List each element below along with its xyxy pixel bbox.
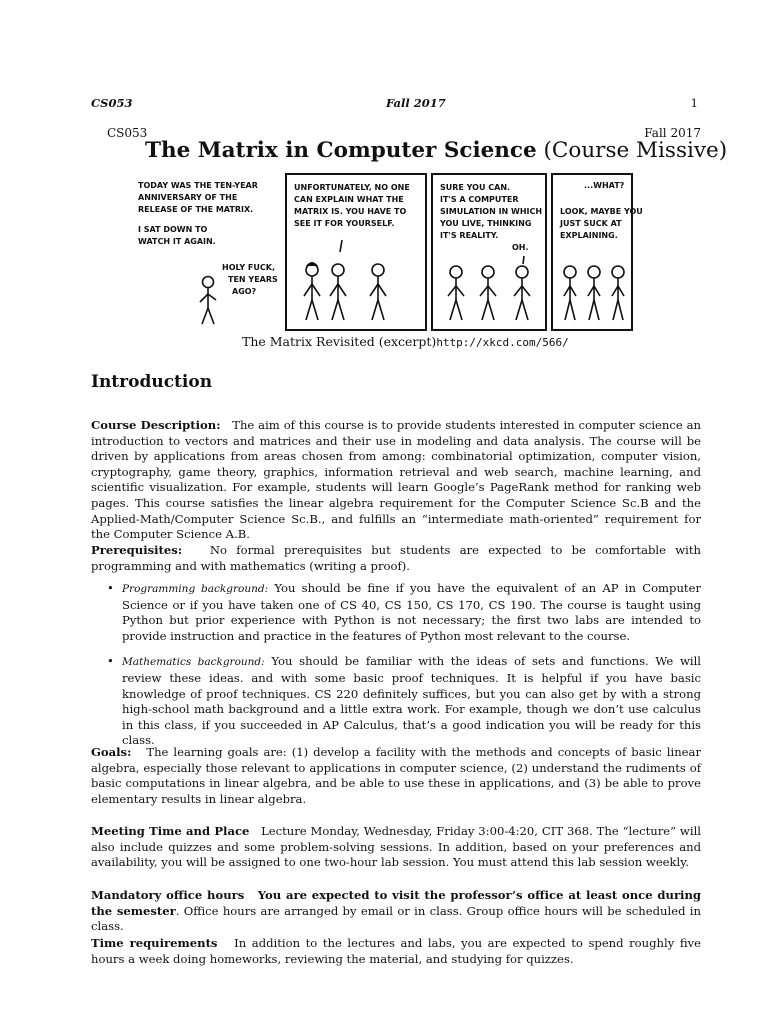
comic-text: HOLY FUCK, [222, 263, 275, 272]
list-item [107, 581, 701, 644]
page-number: 1 [690, 96, 698, 110]
comic-text: ANNIVERSARY OF THE [138, 193, 238, 202]
goals-paragraph [91, 745, 701, 807]
list-item [107, 654, 701, 749]
prerequisites-paragraph [91, 543, 701, 574]
caption-url-link[interactable]: http://xkcd.com/566/ [436, 336, 569, 349]
list-item-text: You should be familiar with the ideas of sets and functions. We will review these ideas. and with some basic proof techniques. It is helpful if you have basic knowledge of proof techniques. CS 220 definitely suffices, but you can also get by with a strong high-school math background and a little extra work. For example, though we don’t use calculus in this class, if you succeeded in AP Calculus, that’s a good indication you will be ready for this class. [122, 654, 701, 748]
comic-text: MATRIX IS. YOU HAVE TO [294, 207, 407, 216]
comic-text: LOOK, MAYBE YOU [560, 207, 643, 216]
comic-text: UNFORTUNATELY, NO ONE [294, 183, 410, 192]
running-head [91, 96, 698, 112]
comic-text: SIMULATION IN WHICH [440, 207, 543, 216]
prerequisites-list [107, 581, 701, 759]
caption-text: The Matrix Revisited (excerpt) [242, 334, 437, 349]
meeting-paragraph [91, 824, 701, 871]
office-hours-paragraph [91, 888, 701, 935]
title-term: Fall 2017 [644, 126, 701, 140]
office-hours-emphasis: You are expected to visit the professor’s office at least once during the semester [91, 888, 701, 918]
title-course-code: CS053 [107, 126, 148, 140]
figure-caption [242, 334, 569, 349]
list-item-text: You should be fine if you have the equivalent of an AP in Computer Science or if you have taken one of CS 40, CS 150, CS 170, CS 190. The course is taught using Python but prior experience with Python is not necessary; the first two labs are intended to provide instruction and practice in the features of Python most relevant to the course. [122, 581, 701, 643]
page-title [145, 138, 727, 163]
course-description-label: Course Description: [91, 418, 221, 432]
office-hours-text: . Office hours are arranged by email or in class. Group office hours will be scheduled in class. [91, 903, 701, 934]
meeting-label: Meeting Time and Place [91, 824, 250, 838]
stick-figures [564, 266, 624, 320]
comic-text: YOU LIVE, THINKING [440, 219, 532, 228]
course-description-paragraph [91, 418, 701, 543]
comic-text: AGO? [232, 287, 257, 296]
comic-panel-3 [432, 174, 546, 330]
comic-text: WATCH IT AGAIN. [138, 237, 216, 246]
comic-text: CAN EXPLAIN WHAT THE [294, 195, 404, 204]
comic-text: IT'S REALITY. [440, 231, 499, 240]
comic-text: I SAT DOWN TO [138, 225, 208, 234]
meeting-text: Lecture Monday, Wednesday, Friday 3:00-4:20, CIT 368. The “lecture” will also include quizzes and some problem-solving sessions. In addition, based on your preferences and availability, you will be assigned to one two-hour lab session. You must attend this lab session weekly. [91, 824, 701, 870]
comic-text: SEE IT FOR YOURSELF. [294, 219, 395, 228]
comic-text: OH. [512, 243, 529, 252]
goals-label: Goals: [91, 745, 132, 759]
section-title: Introduction [91, 372, 213, 392]
time-requirements-paragraph [91, 936, 701, 967]
comic-text: JUST SUCK AT [560, 219, 622, 228]
comic-text: ...WHAT? [584, 181, 625, 190]
list-item-label: Programming background: [122, 583, 269, 595]
comic-text: IT'S A COMPUTER [440, 195, 519, 204]
title-block [91, 126, 728, 166]
running-head-term: Fall 2017 [386, 96, 446, 110]
page-title-suffix: (Course Missive) [543, 138, 728, 163]
prerequisites-text: No formal prerequisites but students are expected to be comfortable with programming and with mathematics (writing a proof). [91, 543, 701, 573]
office-hours-label: Mandatory office hours [91, 888, 245, 902]
goals-text: The learning goals are: (1) develop a facility with the methods and concepts of basic linear algebra, especially those relevant to applications in computer science, (2) understand the rudiments of basic computations in linear algebra, and be able to use these in applications, and (3) be able to prove elementary results in linear algebra. [91, 745, 701, 806]
comic-text: TODAY WAS THE TEN-YEAR [138, 181, 258, 190]
stick-figure [200, 277, 216, 325]
list-item-label: Mathematics background: [122, 656, 265, 669]
stick-figures [448, 256, 530, 320]
running-head-course: CS053 [91, 96, 133, 110]
comic-text: EXPLAINING. [560, 231, 618, 240]
time-requirements-text: In addition to the lectures and labs, you are expected to spend roughly five hours a week doing homeworks, reviewing the material, and studying for quizzes. [91, 936, 701, 966]
course-description-text: The aim of this course is to provide students interested in computer science an introduction to vectors and matrices and their use in modeling and data analysis. The course will be driven by applications from areas chosen from among: combinatorial optimization, computer vision, cryptography, game theory, graphics, information retrieval and web search, machine learning, and scientific visualization. For example, students will learn Google’s PageRank method for ranking web pages. This course satisfies the linear algebra requirement for the Computer Science Sc.B and the Applied-Math/Computer Science Sc.B., and fulfills an “intermediate math-oriented” requirement for the Computer Science A.B. [91, 418, 701, 542]
xkcd-comic [136, 172, 643, 332]
comic-panel-4 [552, 174, 643, 330]
comic-panel-2 [286, 174, 426, 330]
comic-panel-1 [138, 181, 278, 324]
prerequisites-label: Prerequisites: [91, 543, 183, 557]
time-requirements-label: Time requirements [91, 936, 218, 950]
bullet-icon: • [107, 581, 114, 595]
page-title-main: The Matrix in Computer Science [145, 138, 537, 163]
comic-text: SURE YOU CAN. [440, 183, 511, 192]
stick-figures [304, 240, 386, 320]
bullet-icon: • [107, 654, 114, 669]
comic-text: RELEASE OF THE MATRIX. [138, 205, 254, 214]
comic-text: TEN YEARS [228, 275, 278, 284]
